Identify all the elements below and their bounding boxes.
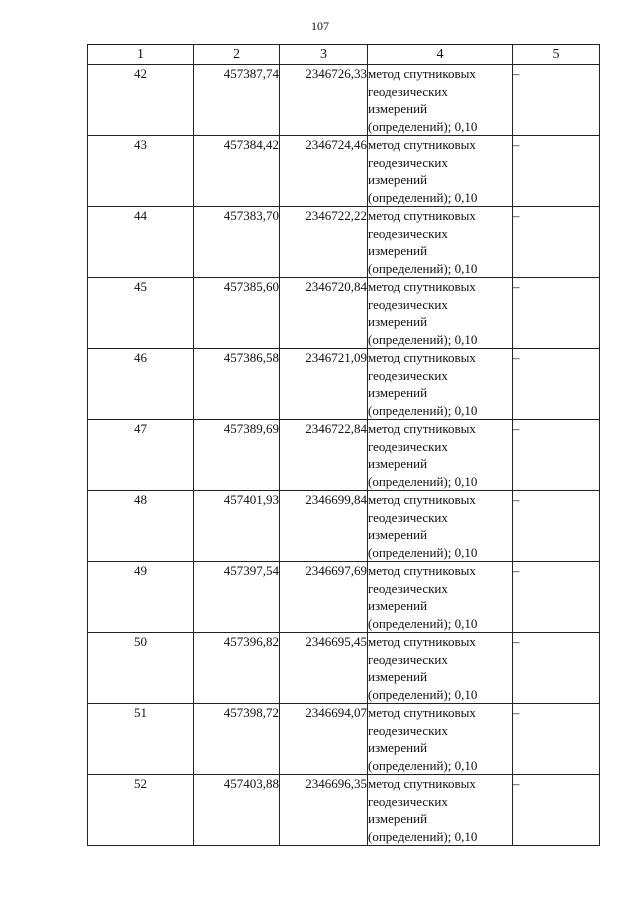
column-header-5: 5 xyxy=(513,45,600,65)
method-text-line: измерений xyxy=(368,314,428,329)
method-text-line: измерений xyxy=(368,811,428,826)
note-cell: – xyxy=(513,207,600,278)
method-text-line: измерений xyxy=(368,598,428,613)
note-cell: – xyxy=(513,491,600,562)
y-coordinate-cell: 2346699,84 xyxy=(280,491,368,562)
y-coordinate-cell: 2346722,22 xyxy=(280,207,368,278)
y-coordinate-cell: 2346722,84 xyxy=(280,420,368,491)
x-coordinate-cell: 457403,88 xyxy=(194,775,280,846)
method-text-line: метод спутниковых xyxy=(368,634,476,649)
method-text-line: геодезических xyxy=(368,722,448,738)
y-coordinate-cell: 2346697,69 xyxy=(280,562,368,633)
point-number-cell: 51 xyxy=(88,704,194,775)
method-text-line: метод спутниковых xyxy=(368,705,476,720)
method-cell xyxy=(368,420,513,491)
x-coordinate-cell: 457398,72 xyxy=(194,704,280,775)
table-row xyxy=(88,207,600,278)
y-coordinate-cell: 2346694,07 xyxy=(280,704,368,775)
method-text-line: (определений); 0,10 xyxy=(368,757,478,773)
table-row xyxy=(88,491,600,562)
method-text-line: (определений); 0,10 xyxy=(368,686,478,702)
method-text-line: геодезических xyxy=(368,793,448,809)
method-text-line: (определений); 0,10 xyxy=(368,118,478,134)
method-text-line: метод спутниковых xyxy=(368,421,476,436)
method-text-line: геодезических xyxy=(368,367,448,383)
table-row xyxy=(88,420,600,491)
method-text-line: метод спутниковых xyxy=(368,208,476,223)
point-number-cell: 47 xyxy=(88,420,194,491)
method-text-line: геодезических xyxy=(368,225,448,241)
note-cell: – xyxy=(513,136,600,207)
table-row xyxy=(88,65,600,136)
y-coordinate-cell: 2346695,45 xyxy=(280,633,368,704)
x-coordinate-cell: 457387,74 xyxy=(194,65,280,136)
method-text-line: измерений xyxy=(368,243,428,258)
method-cell xyxy=(368,349,513,420)
point-number-cell: 44 xyxy=(88,207,194,278)
method-text-line: метод спутниковых xyxy=(368,137,476,152)
x-coordinate-cell: 457386,58 xyxy=(194,349,280,420)
method-cell xyxy=(368,633,513,704)
note-cell: – xyxy=(513,704,600,775)
y-coordinate-cell: 2346720,84 xyxy=(280,278,368,349)
point-number-cell: 46 xyxy=(88,349,194,420)
x-coordinate-cell: 457383,70 xyxy=(194,207,280,278)
table-row xyxy=(88,136,600,207)
note-cell: – xyxy=(513,349,600,420)
method-cell xyxy=(368,704,513,775)
point-number-cell: 48 xyxy=(88,491,194,562)
method-text-line: метод спутниковых xyxy=(368,279,476,294)
y-coordinate-cell: 2346724,46 xyxy=(280,136,368,207)
method-text-line: геодезических xyxy=(368,580,448,596)
method-text-line: геодезических xyxy=(368,438,448,454)
note-cell: – xyxy=(513,420,600,491)
method-text-line: метод спутниковых xyxy=(368,563,476,578)
method-text-line: метод спутниковых xyxy=(368,66,476,81)
note-cell: – xyxy=(513,633,600,704)
method-text-line: геодезических xyxy=(368,154,448,170)
point-number-cell: 52 xyxy=(88,775,194,846)
point-number-cell: 45 xyxy=(88,278,194,349)
method-cell xyxy=(368,65,513,136)
method-cell xyxy=(368,207,513,278)
column-header-4: 4 xyxy=(368,45,513,65)
method-text-line: (определений); 0,10 xyxy=(368,331,478,347)
method-text-line: геодезических xyxy=(368,83,448,99)
method-text-line: измерений xyxy=(368,527,428,542)
method-text-line: метод спутниковых xyxy=(368,492,476,507)
method-text-line: (определений); 0,10 xyxy=(368,189,478,205)
table-header-row xyxy=(88,45,600,65)
method-text-line: (определений); 0,10 xyxy=(368,402,478,418)
method-text-line: (определений); 0,10 xyxy=(368,615,478,631)
point-number-cell: 42 xyxy=(88,65,194,136)
method-cell xyxy=(368,278,513,349)
method-text-line: (определений); 0,10 xyxy=(368,828,478,844)
x-coordinate-cell: 457401,93 xyxy=(194,491,280,562)
method-text-line: (определений); 0,10 xyxy=(368,544,478,560)
table-body xyxy=(88,65,600,846)
y-coordinate-cell: 2346696,35 xyxy=(280,775,368,846)
note-cell: – xyxy=(513,278,600,349)
x-coordinate-cell: 457397,54 xyxy=(194,562,280,633)
point-number-cell: 43 xyxy=(88,136,194,207)
column-header-2: 2 xyxy=(194,45,280,65)
method-cell xyxy=(368,562,513,633)
point-number-cell: 49 xyxy=(88,562,194,633)
table-row xyxy=(88,278,600,349)
method-text-line: измерений xyxy=(368,740,428,755)
method-text-line: геодезических xyxy=(368,296,448,312)
method-cell xyxy=(368,775,513,846)
method-text-line: измерений xyxy=(368,456,428,471)
x-coordinate-cell: 457389,69 xyxy=(194,420,280,491)
point-number-cell: 50 xyxy=(88,633,194,704)
column-header-3: 3 xyxy=(280,45,368,65)
column-header-1: 1 xyxy=(88,45,194,65)
table-row xyxy=(88,633,600,704)
table-row xyxy=(88,775,600,846)
method-cell xyxy=(368,491,513,562)
method-cell xyxy=(368,136,513,207)
method-text-line: измерений xyxy=(368,101,428,116)
note-cell: – xyxy=(513,775,600,846)
note-cell: – xyxy=(513,562,600,633)
method-text-line: геодезических xyxy=(368,509,448,525)
method-text-line: метод спутниковых xyxy=(368,350,476,365)
coordinates-table xyxy=(87,44,600,846)
x-coordinate-cell: 457384,42 xyxy=(194,136,280,207)
y-coordinate-cell: 2346726,33 xyxy=(280,65,368,136)
x-coordinate-cell: 457396,82 xyxy=(194,633,280,704)
method-text-line: геодезических xyxy=(368,651,448,667)
table-row xyxy=(88,704,600,775)
method-text-line: измерений xyxy=(368,385,428,400)
y-coordinate-cell: 2346721,09 xyxy=(280,349,368,420)
note-cell: – xyxy=(513,65,600,136)
method-text-line: (определений); 0,10 xyxy=(368,473,478,489)
method-text-line: (определений); 0,10 xyxy=(368,260,478,276)
table-row xyxy=(88,562,600,633)
table-row xyxy=(88,349,600,420)
x-coordinate-cell: 457385,60 xyxy=(194,278,280,349)
method-text-line: измерений xyxy=(368,172,428,187)
method-text-line: метод спутниковых xyxy=(368,776,476,791)
method-text-line: измерений xyxy=(368,669,428,684)
page-number: 107 xyxy=(311,19,329,33)
